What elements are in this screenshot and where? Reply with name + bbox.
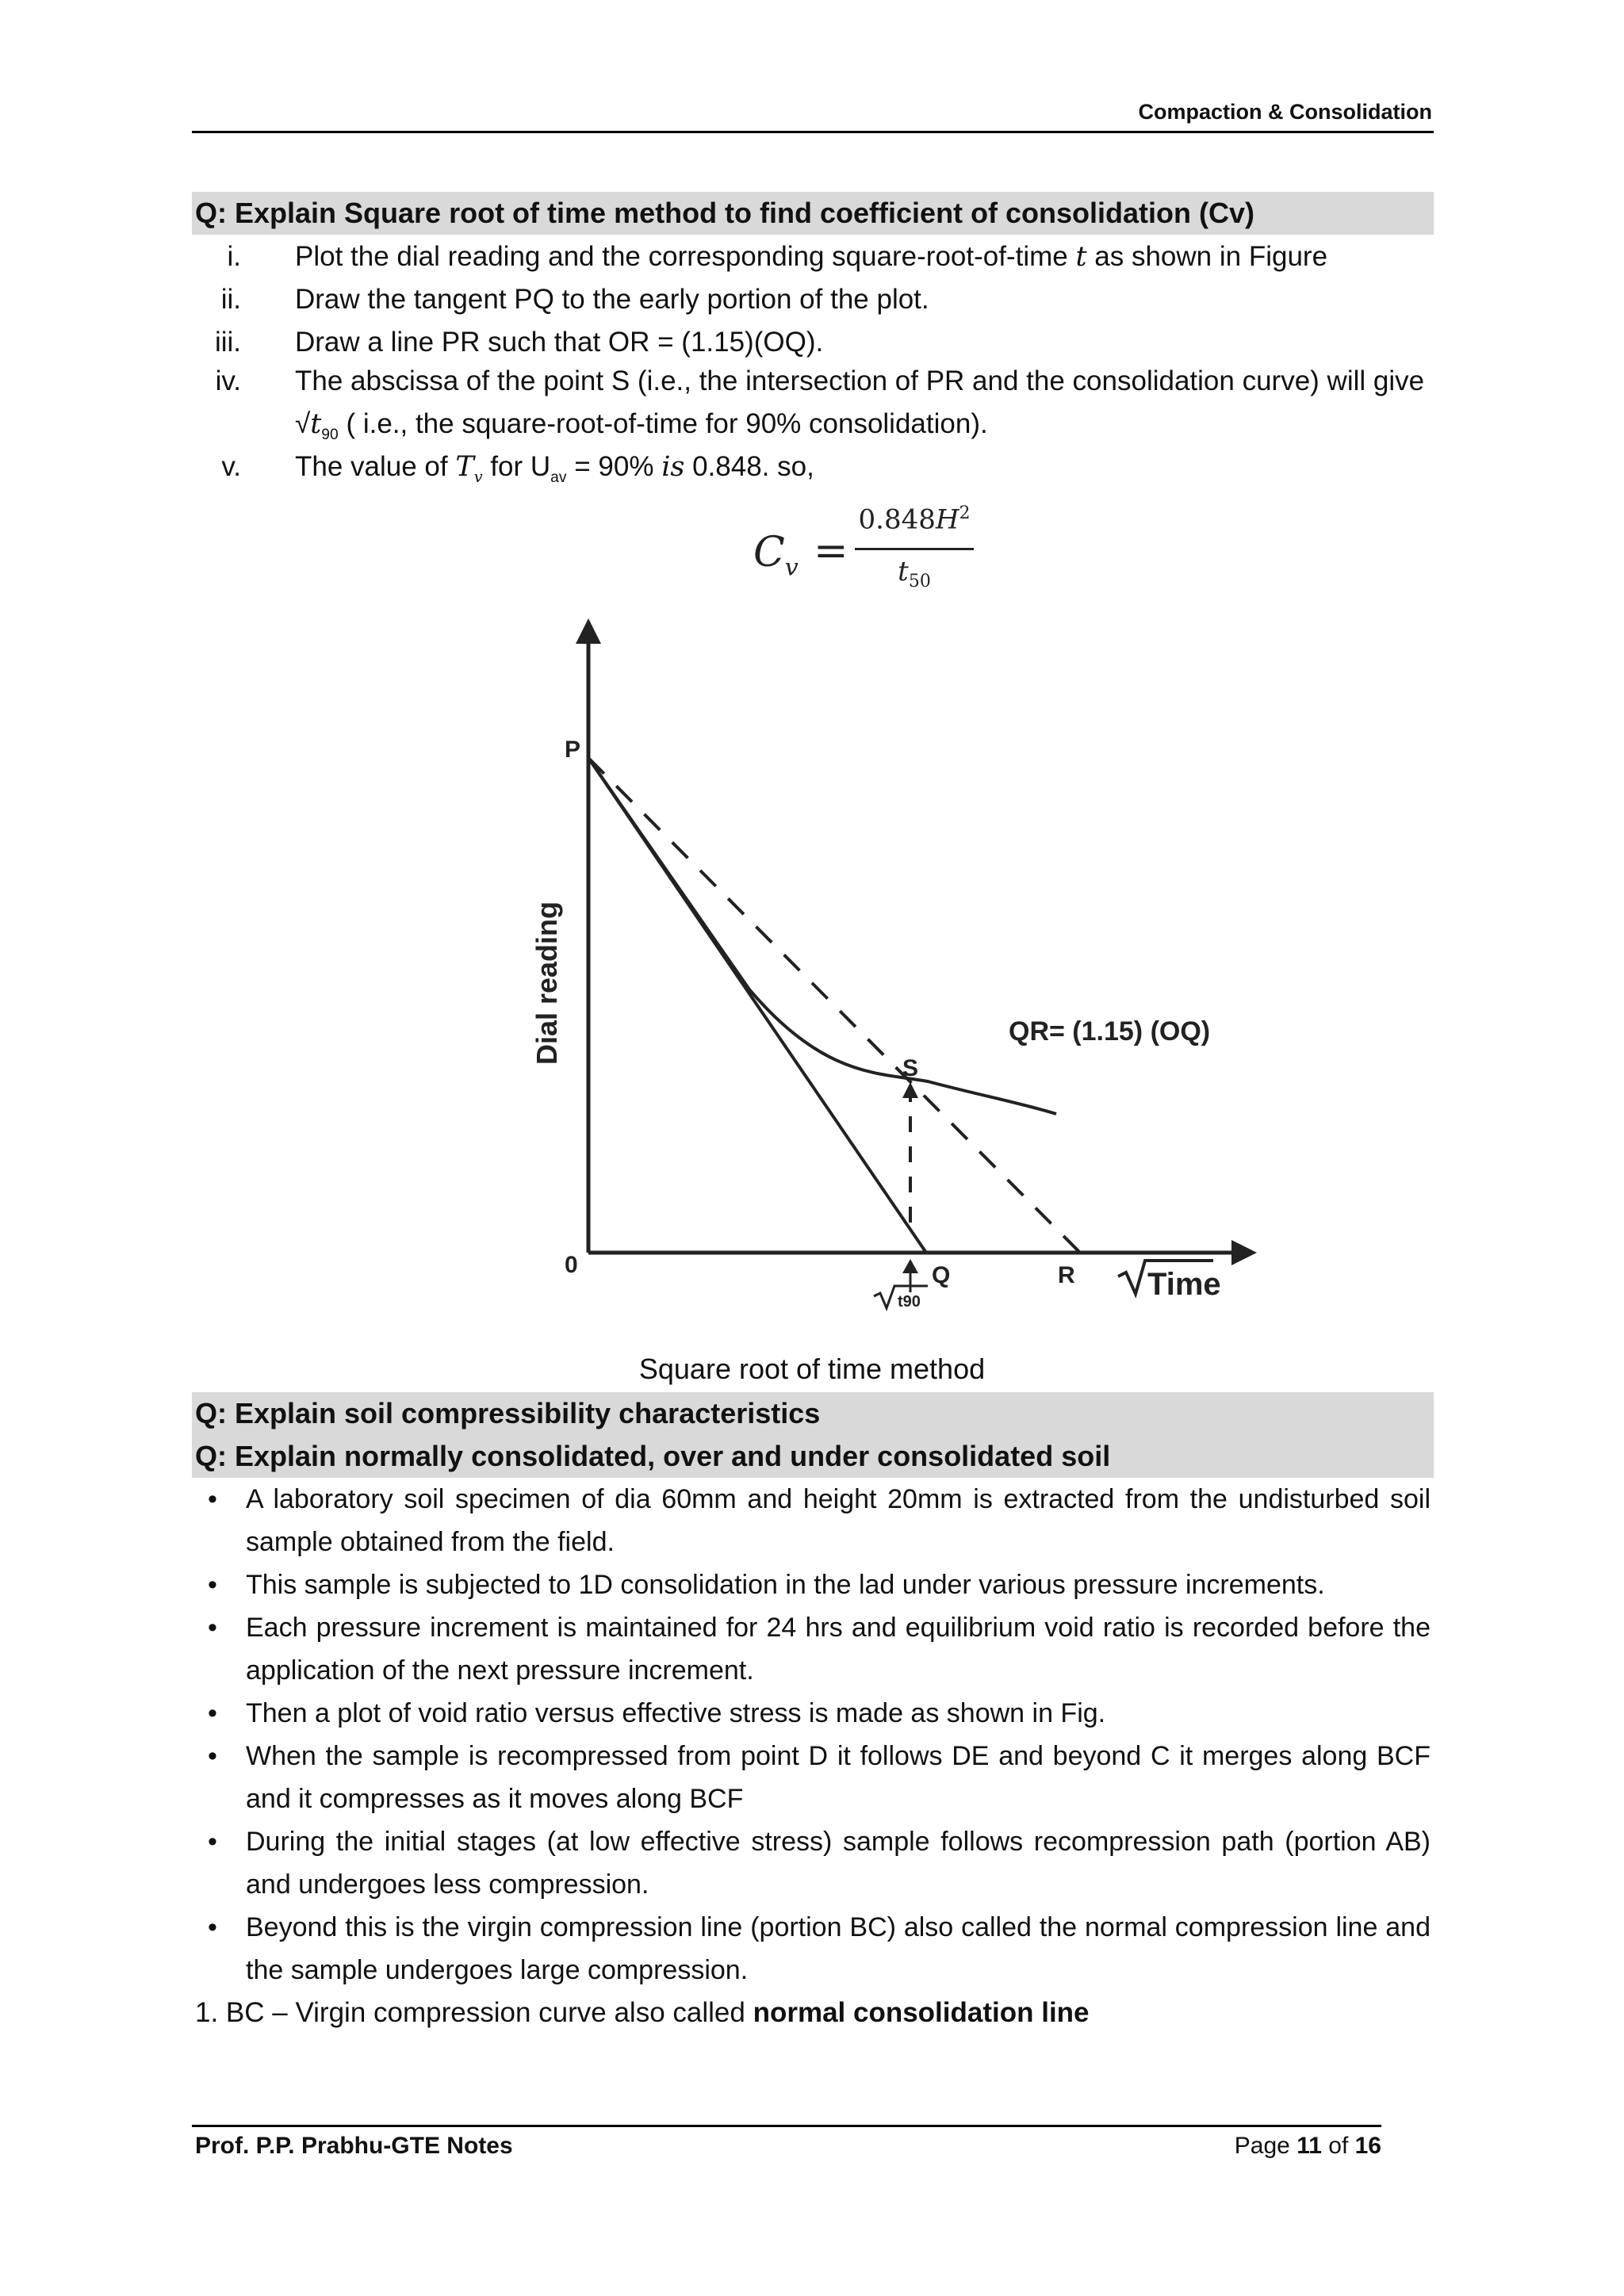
x-axis-label: Time <box>1147 1267 1221 1302</box>
list-item: • During the initial stages (at low effective stress) sample follows recompression path (portion AB) and undergoes less compression. <box>208 1827 1431 1900</box>
label-p: P <box>565 737 581 763</box>
formula-fraction-bar <box>855 548 974 550</box>
formula-numerator: $0.848H^2$ <box>858 503 971 536</box>
question-heading-consolidated-soil: Q: Explain normally consolidated, over and under consolidated soil <box>192 1435 1434 1478</box>
y-axis-arrowhead <box>576 618 601 644</box>
list-item: • Beyond this is the virgin compression line (portion BC) also called the normal compression line and the sample undergoes large compression. <box>208 1912 1431 1985</box>
label-q: Q <box>932 1262 951 1288</box>
header-rule <box>192 131 1434 133</box>
label-o: 0 <box>565 1252 578 1278</box>
list-item: • Each pressure increment is maintained for 24 hrs and equilibrium void ratio is recorded before the application of the next pressure increment. <box>208 1613 1431 1686</box>
y-axis-label: Dial reading <box>530 901 563 1066</box>
list-item: • Then a plot of void ratio versus effective stress is made as shown in Fig. <box>208 1698 1106 1728</box>
step-iv: iv. The abscissa of the point S (i.e., the intersection of PR and the consolidation curve) will give $√t_{90}$ ( i.e., the square-root-of-time for 90% consolidation). <box>215 365 1425 443</box>
dashed-line-pr <box>588 758 1080 1253</box>
list-item: • When the sample is recompressed from point D it follows DE and beyond C it merges along BCF and it compresses as it moves along BCF <box>208 1741 1431 1814</box>
label-t90: t90 <box>898 1293 921 1311</box>
square-root-time-figure <box>508 610 1269 1340</box>
list-item: • This sample is subjected to 1D consolidation in the lad under various pressure increments. <box>208 1570 1325 1600</box>
formula-equals: = <box>814 527 848 575</box>
step-v: v. The value of $T_v$ for $U_{av} = 90\%$ is 0.848. so, <box>221 451 814 486</box>
label-r: R <box>1058 1262 1075 1288</box>
footer-author: Prof. P.P. Prabhu-GTE Notes <box>195 2133 513 2159</box>
footer-rule <box>192 2125 1381 2127</box>
t90-pointer-arrowhead <box>902 1259 918 1273</box>
x-axis-arrowhead <box>1231 1240 1257 1265</box>
consolidation-curve <box>588 758 1056 1114</box>
qr-annotation: QR= (1.15) (OQ) <box>1009 1016 1211 1047</box>
running-header: Compaction & Consolidation <box>1138 100 1432 124</box>
question-heading-compressibility: Q: Explain soil compressibility characteristics <box>192 1392 1434 1435</box>
question-heading-cv: Q: Explain Square root of time method to find coefficient of consolidation (Cv) <box>192 192 1434 235</box>
step-i: i. Plot the dial reading and the corresponding square-root-of-time t as shown in Figure <box>227 241 1328 273</box>
list-item: • A laboratory soil specimen of dia 60mm and height 20mm is extracted from the undisturbed soil sample obtained from the field. <box>208 1484 1431 1557</box>
figure-caption: Square root of time method <box>638 1353 986 1385</box>
formula-lhs: $C_v$ <box>753 529 799 582</box>
formula-denominator: $t_{50}$ <box>898 556 931 591</box>
step-iii: iii. Draw a line PR such that OR = (1.15)(OQ). <box>214 327 824 358</box>
cv-formula <box>753 503 991 607</box>
label-s: S <box>902 1055 919 1081</box>
numbered-item-bc: 1. BC – Virgin compression curve also called normal consolidation line <box>195 1997 1090 2028</box>
s-arrowhead <box>902 1082 918 1098</box>
page-number: Page 11 of 16 <box>1234 2133 1381 2159</box>
step-ii: ii. Draw the tangent PQ to the early portion of the plot. <box>220 284 929 315</box>
